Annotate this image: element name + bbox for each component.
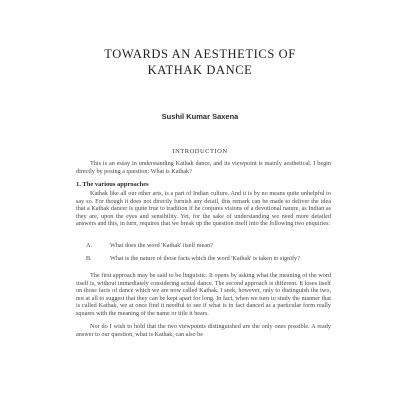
kathak-paragraph: Kathak like all our other arts, is a part of Indian culture. And it is by no means quite unhelpful to say so. For though it does not directly furnish any detail, this remark can be made to deliver the idea that a Kathak dancer is quite true to tradition if he conjures visions of a devotional nature, as Indian as they are, upon the eyes and sensibility. Yet, for the sake of understanding we need more detailed answers and this, in turn, requires that we break up the question itself into the following two enquiries: bbox=[76, 190, 331, 228]
intro-paragraph: This is an essay in understanding Kathak dance, and its viewpoint is mainly aesthetical. I begin directly by posing a question: What is Kathak? bbox=[76, 160, 331, 175]
article-title-line-2: KATHAK DANCE bbox=[147, 63, 253, 77]
subsection-heading: 1. The various approaches bbox=[76, 181, 149, 188]
question-b-text: What is the nature of those facts which the word 'Kathak' is taken to signify? bbox=[110, 255, 300, 262]
section-heading: INTRODUCTION bbox=[172, 148, 228, 155]
question-b-label: B. bbox=[86, 255, 92, 262]
first-approach-paragraph: The first approach may be said to be linguistic. It opens by asking what the meaning of the word itself is, without immediately considering actual dance. The second approach is different. It loses itself on those facts of dance which we are now called Kathak. I seek, however, only to distinguish the two, not at all to suggest that they can be kept apart for long. In fact, when we turn to study the manner that is called Kathak, we at once find it needful to see if what is in fact danced as a particular form really squares with the meaning of the name or title it bears. bbox=[76, 272, 331, 317]
last-paragraph: Nor do I wish to hold that the two viewpoints distinguished are the only ones possible. A ready answer to our question, what is Kathak, can also be bbox=[76, 323, 331, 338]
question-a-label: A. bbox=[86, 242, 93, 249]
author-name: Sushil Kumar Saxena bbox=[161, 112, 239, 121]
question-a-text: What does the word 'Kathak' itself mean? bbox=[110, 242, 213, 249]
article-title-line-1: TOWARDS AN AESTHETICS OF bbox=[104, 47, 296, 61]
